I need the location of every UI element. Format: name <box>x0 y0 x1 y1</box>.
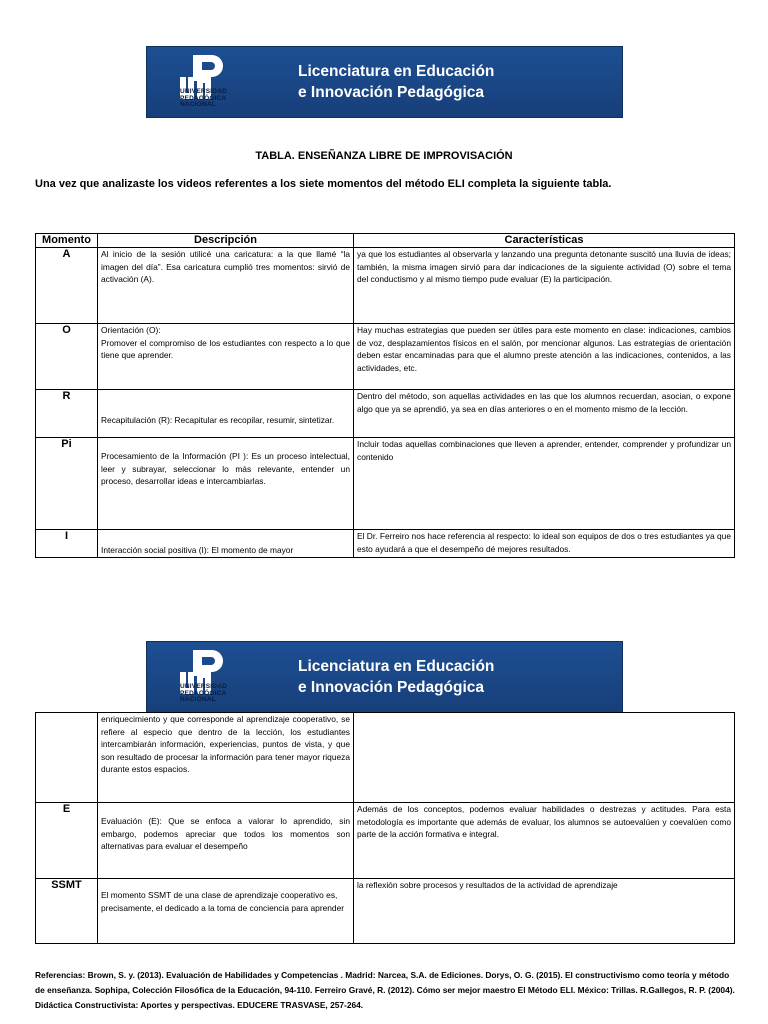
description-cell: El momento SSMT de una clase de aprendizaje cooperativo es, precisamente, el dedicado a la toma de conciencia para aprender <box>98 879 354 944</box>
moment-cell: Pi <box>36 438 98 530</box>
table-row <box>36 390 735 438</box>
moment-cell: R <box>36 390 98 438</box>
description-cell: Interacción social positiva (I): El momento de mayor <box>98 530 354 558</box>
table-row <box>36 713 735 803</box>
table-row <box>36 530 735 558</box>
characteristics-cell: Incluir todas aquellas combinaciones que lleven a aprender, entender, comprender y profundizar un contenido <box>354 438 735 530</box>
table-row <box>36 324 735 390</box>
eli-table <box>35 233 735 558</box>
description-cell: enriquecimiento y que corresponde al aprendizaje cooperativo, se refiere al especio que dentro de la lección, los estudiantes intercambiarán información, experiencias, puntos de vista, y que son resultado de procesar la información para tener mayor riqueza durante estos espacios. <box>98 713 354 803</box>
moment-cell: O <box>36 324 98 390</box>
references-text: Referencias: Brown, S. y. (2013). Evaluación de Habilidades y Competencias . Madrid: Narcea, S.A. de Ediciones. Dorys, O. G. (2015). El constructivismo como teoría y método de enseñanza. Sophipa, Colección Filosófica de la Educación, 94-110. Ferreiro Gravé, R. (2012). Cómo ser mejor maestro El Método ELI. México: Trillas. R.Gallegos, R. P. (2004). Didáctica Constructivista: Aportes y perspectivas. EDUCERE TRASVASE, 257-264. <box>35 970 735 1010</box>
moment-cell: A <box>36 248 98 324</box>
logo-text: UNIVERSIDAD PEDAGÓGICA NACIONAL <box>180 683 227 703</box>
table-row <box>36 879 735 944</box>
header-momento: Momento <box>36 234 98 248</box>
document-title: TABLA. ENSEÑANZA LIBRE DE IMPROVISACIÓN <box>255 150 513 162</box>
header-descripcion: Descripción <box>98 234 354 248</box>
moment-cell: I <box>36 530 98 558</box>
moment-cell: SSMT <box>36 879 98 944</box>
logo-text: UNIVERSIDAD PEDAGÓGICA NACIONAL <box>180 88 227 108</box>
program-title: Licenciatura en Educación e Innovación Pedagógica <box>298 63 495 101</box>
description-cell: Evaluación (E): Que se enfoca a valorar lo aprendido, sin embargo, podemos apreciar que todos los momentos son alternativas para evaluar el desempeño <box>98 803 354 879</box>
eli-table-continued <box>35 712 735 944</box>
description-cell: Al inicio de la sesión utilicé una caricatura: a la que llamé “la imagen del día”. Esa caricatura cumplió tres momentos: sirvió de activación (A). <box>98 248 354 324</box>
characteristics-cell: Dentro del método, son aquellas actividades en las que los alumnos recuerdan, asocian, o expone algo que ya se aprendió, ya sea en días anteriores o en el momento mismo de la lección. <box>354 390 735 438</box>
table-row <box>36 438 735 530</box>
characteristics-cell: la reflexión sobre procesos y resultados de la actividad de aprendizaje <box>354 879 735 944</box>
description-cell: Orientación (O): Promover el compromiso de los estudiantes con respecto a lo que tiene que aprender. <box>98 324 354 390</box>
characteristics-cell <box>354 713 735 803</box>
moment-cell <box>36 713 98 803</box>
characteristics-cell: El Dr. Ferreiro nos hace referencia al respecto: lo ideal son equipos de dos o tres estudiantes ya que esto ayudará a que el desempeño dé mejores resultados. <box>354 530 735 558</box>
characteristics-cell: Hay muchas estrategias que pueden ser útiles para este momento en clase: indicaciones, cambios de voz, desplazamientos físicos en el salón, por mencionar algunos. Las estrategias de orientación deben estar encaminadas para que el alumno preste atención a las indicaciones, contenidos, a las actividades, etc. <box>354 324 735 390</box>
characteristics-cell: Además de los conceptos, podemos evaluar habilidades o destrezas y actitudes. Para esta metodología es importante que además de evaluar, los alumnos se autoevalúen y coevalúen como parte de la acción formativa e integral. <box>354 803 735 879</box>
moment-cell: E <box>36 803 98 879</box>
header-banner <box>146 641 623 713</box>
header-caracteristicas: Características <box>354 234 735 248</box>
table-row <box>36 248 735 324</box>
program-title: Licenciatura en Educación e Innovación Pedagógica <box>298 658 495 696</box>
instructions-text: Una vez que analizaste los videos referentes a los siete momentos del método ELI completa la siguiente tabla. <box>35 178 612 190</box>
description-cell: Recapitulación (R): Recapitular es recopilar, resumir, sintetizar. <box>98 390 354 438</box>
characteristics-cell: ya que los estudiantes al observarla y lanzando una pregunta detonante suscitó una lluvia de ideas; también, la misma imagen sirvió para dar indicaciones de la siguiente actividad (O) sobre el tema del conductismo y al mismo tiempo pude evaluar (E) la participación. <box>354 248 735 324</box>
header-banner <box>146 46 623 118</box>
description-cell: Procesamiento de la Información (PI ): Es un proceso intelectual, leer y subrayar, seleccionar lo más relevante, entender un proceso, desarrollar ideas e intercambiarlas. <box>98 438 354 530</box>
table-row <box>36 803 735 879</box>
